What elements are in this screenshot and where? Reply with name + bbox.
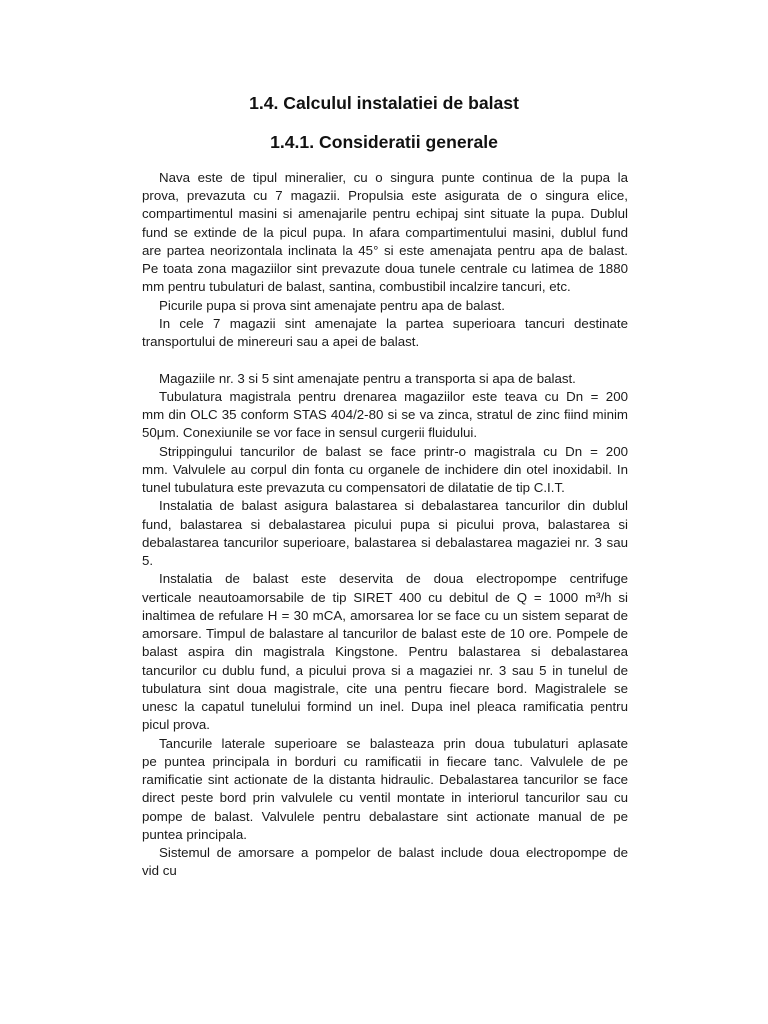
text-line: mm pentru tubulaturi de balast, santina, combustibil incalzire tancuri, etc.: [142, 279, 571, 295]
paragraph: [142, 497, 628, 570]
text-line: tubulatura sint doua magistrale, cite una pentru fiecare bord. Magistralele se: [142, 680, 628, 696]
text-line: 50μm. Conexiunile se vor face in sensul curgerii fluidului.: [142, 425, 478, 441]
text-line: Pe toata zona magaziilor sint prevazute doua tunele centrale cu latimea de 1880: [142, 261, 628, 277]
text-line: tancurilor cu dublu fund, a picului prova si a magaziei nr. 3 sau 5 in tunelul de: [142, 662, 628, 678]
text-line: Magaziile nr. 3 si 5 sint amenajate pentru a transporta si apa de balast.: [159, 370, 576, 386]
text-line: are partea neorizontala inclinata la 45° si este amenajata pentru apa de balast.: [142, 242, 628, 258]
text-line: fund, balastarea si debalastarea picului pupa si picului prova, balastarea si: [142, 516, 628, 532]
text-line: Sistemul de amorsare a pompelor de balast include doua electropompe de: [159, 845, 628, 861]
text-line: Tancurile laterale superioare se balasteaza prin doua tubulaturi aplasate: [159, 735, 628, 751]
paragraph: [142, 315, 628, 352]
subsection-title: 1.4.1. Consideratii generale: [270, 132, 498, 152]
paragraph: [142, 297, 628, 315]
text-line: pe puntea principala in borduri cu ramificatii in fiecare tanc. Valvulele de pe: [142, 753, 628, 769]
text-line: mm. Valvulele au corpul din fonta cu organele de inchidere din otel inoxidabil. In: [142, 461, 628, 477]
text-line: pompe de balast. Valvulele pentru debalastare sint actionate manual de pe: [142, 808, 628, 824]
text-line: ramificatie sint actionate de la distanta hidraulic. Debalastarea tancurilor se face: [142, 772, 628, 788]
text-line: Strippingului tancurilor de balast se face printr-o magistrala cu Dn = 200: [159, 443, 628, 459]
text-line: In cele 7 magazii sint amenajate la partea superioara tancuri destinate: [159, 315, 628, 331]
paragraph: [142, 169, 628, 297]
paragraph: [142, 844, 628, 881]
text-line: direct peste bord prin valvulele cu ventil montate in interiorul tancurilor sau cu: [142, 790, 628, 806]
text-line: verticale neautoamorsabile de tip SIRET 400 cu debitul de Q = 1000 m³/h si: [142, 589, 628, 605]
body-text: [142, 169, 628, 881]
text-line: Instalatia de balast este deservita de doua electropompe centrifuge: [159, 571, 628, 587]
text-line: balast aspira din magistrala Kingstone. Pentru balastarea si debalastarea: [142, 644, 628, 660]
paragraph: [142, 370, 628, 388]
text-line: unesc la capatul tunelului formind un inel. Dupa inel pleaca ramificatia pentru: [142, 699, 628, 715]
text-line: compartimentul masini si amenajarile pentru echipaj sint situate la pupa. Dublul: [142, 206, 628, 222]
text-line: mm din OLC 35 conform STAS 404/2-80 si se va zinca, stratul de zinc fiind minim: [142, 407, 628, 423]
text-line: fund se extinde de la picul pupa. In afara compartimentului masini, dublul fund: [142, 224, 628, 240]
text-line: inaltimea de refulare H = 30 mCA, amorsarea lor se face cu un sistem separat de: [142, 607, 628, 623]
text-line: Picurile pupa si prova sint amenajate pentru apa de balast.: [159, 297, 505, 313]
text-line: amorsare. Timpul de balastare al tancurilor de balast este de 10 ore. Pompele de: [142, 626, 628, 642]
text-line: vid cu: [142, 863, 177, 879]
text-line: picul prova.: [142, 717, 210, 733]
text-line: Instalatia de balast asigura balastarea si debalastarea tancurilor din dublul: [159, 498, 628, 514]
blank-line: [142, 351, 628, 369]
paragraph: [142, 443, 628, 498]
section-title: 1.4. Calculul instalatiei de balast: [249, 93, 519, 113]
text-line: Tubulatura magistrala pentru drenarea magaziilor este teava cu Dn = 200: [159, 388, 628, 404]
text-line: puntea principala.: [142, 826, 247, 842]
text-line: transportului de minereuri sau a apei de balast.: [142, 334, 420, 350]
text-line: 5.: [142, 553, 154, 569]
paragraph: [142, 735, 628, 845]
text-line: tunel tubulatura este prevazuta cu compensatori de dilatatie de tip C.I.T.: [142, 480, 565, 496]
text-line: prova, prevazuta cu 7 magazii. Propulsia este asigurata de o singura elice,: [142, 188, 628, 204]
paragraph: [142, 388, 628, 443]
text-line: debalastarea tancurilor superioare, balastarea si debalastarea magaziei nr. 3 sau: [142, 534, 628, 550]
paragraph: [142, 570, 628, 734]
text-line: Nava este de tipul mineralier, cu o singura punte continua de la pupa la: [159, 169, 628, 185]
